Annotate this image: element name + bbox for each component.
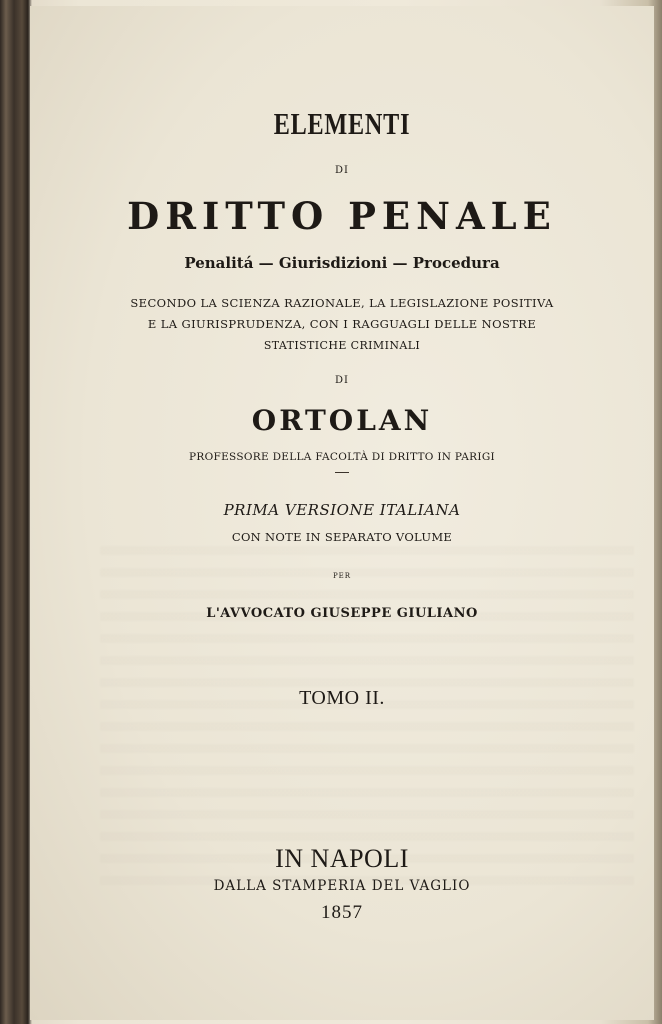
description-line-2: E LA GIURISPRUDENZA, CON I RAGGUAGLI DELLE NOSTRE bbox=[147, 317, 537, 331]
connector-di: DI bbox=[335, 165, 349, 176]
ornament-rule bbox=[335, 472, 349, 473]
author-title: PROFESSORE DELLA FACOLTÀ DI DRITTO IN PARIGI bbox=[189, 451, 495, 463]
volume-number: TOMO II. bbox=[299, 687, 385, 709]
edition-note: CON NOTE IN SEPARATO VOLUME bbox=[231, 530, 453, 544]
title-page bbox=[30, 6, 654, 1020]
subtitle: Penalitá — Giurisdizioni — Procedura bbox=[184, 254, 500, 272]
edition: PRIMA VERSIONE ITALIANA bbox=[223, 501, 461, 519]
connector-di-author: DI bbox=[335, 375, 349, 386]
bleed-through-text bbox=[100, 546, 634, 886]
author-name: ORTOLAN bbox=[251, 404, 433, 437]
translator: L'AVVOCATO GIUSEPPE GIULIANO bbox=[206, 606, 478, 621]
title-line-2: DRITTO PENALE bbox=[127, 194, 557, 238]
title-line-1: ELEMENTI bbox=[273, 106, 411, 141]
description-line-3: STATISTICHE CRIMINALI bbox=[263, 339, 421, 352]
printer: DALLA STAMPERIA DEL VAGLIO bbox=[213, 878, 471, 894]
publication-place: IN NAPOLI bbox=[275, 844, 409, 873]
connector-per: PER bbox=[332, 572, 352, 580]
publication-year: 1857 bbox=[321, 902, 363, 923]
description-line-1: SECONDO LA SCIENZA RAZIONALE, LA LEGISLAZIONE POSITIVA bbox=[130, 296, 554, 310]
